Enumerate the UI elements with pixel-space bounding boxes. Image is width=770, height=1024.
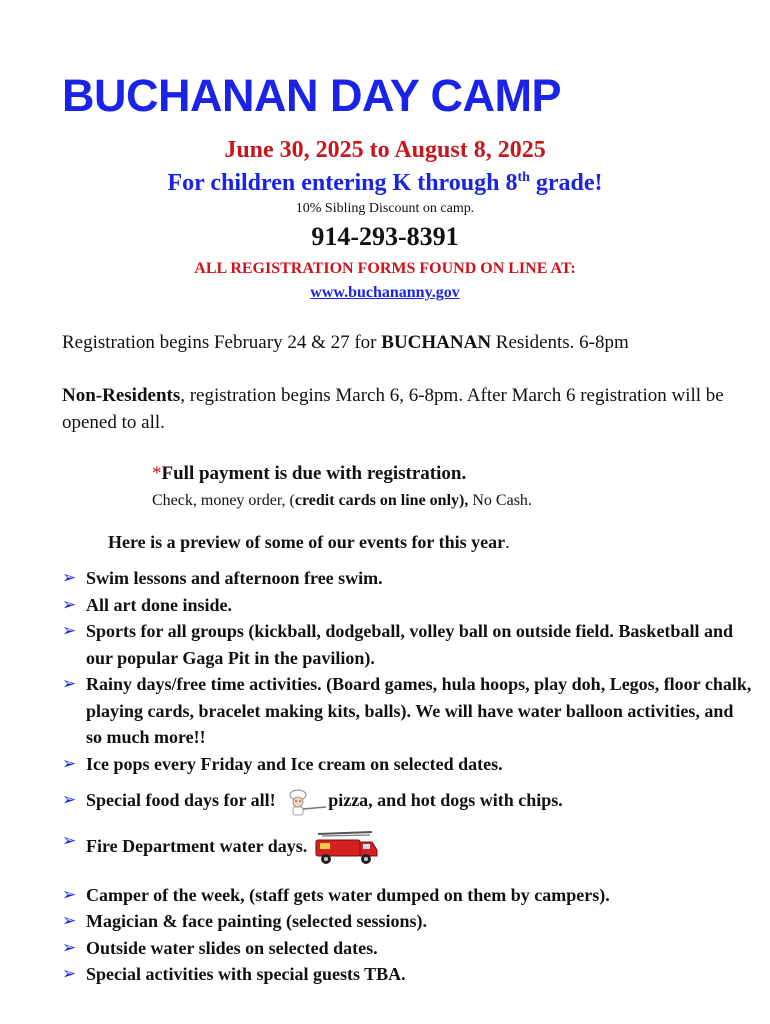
sibling-discount: 10% Sibling Discount on camp. (295, 201, 475, 216)
events-intro-text: Here is a preview of some of our events for this year (108, 532, 506, 552)
arrow-bullet-icon: ➢ (62, 621, 77, 640)
arrow-bullet-icon: ➢ (62, 964, 77, 984)
events-intro-period: . (505, 532, 510, 552)
arrow-bullet-icon: ➢ (62, 790, 77, 809)
list-item (62, 592, 752, 619)
events-list (62, 565, 752, 988)
chef-clipart-icon (280, 788, 328, 816)
events-intro (108, 532, 510, 553)
website-link[interactable]: www.buchananny.gov (310, 284, 460, 301)
event-text: Camper of the week, (staff gets water dumped on them by campers). (86, 884, 610, 905)
list-item (62, 671, 752, 751)
list-item (62, 882, 752, 909)
phone-number: 914-293-8391 (311, 222, 459, 251)
food-event-text: Special food days for all! (86, 790, 281, 810)
list-item (62, 908, 752, 935)
arrow-bullet-icon: ➢ (62, 937, 77, 957)
payment-methods (152, 492, 532, 510)
grade-superscript: th (517, 170, 530, 185)
nonresident-registration (62, 382, 752, 436)
arrow-bullet-icon: ➢ (62, 753, 77, 773)
fire-event-text: Fire Department water days. (86, 836, 312, 856)
nonresident-label: Non-Residents (62, 385, 181, 406)
event-text: Sports for all groups (kickball, dodgeball, volley ball on outside field. Basketball and our popular Gaga Pit in the pavilion). (86, 621, 733, 668)
grade-range-suffix: grade! (529, 170, 603, 196)
list-item (62, 787, 752, 816)
payment-notice (152, 463, 466, 485)
asterisk: * (152, 463, 162, 484)
arrow-bullet-icon: ➢ (62, 674, 77, 693)
payment-text: Full payment is due with registration. (161, 463, 467, 484)
event-text: Magician & face painting (selected sessions). (86, 911, 427, 932)
event-text: Special activities with special guests TBA. (86, 964, 406, 985)
list-item (62, 565, 752, 592)
resident-registration-text: Registration begins February 24 & 27 for (62, 332, 382, 353)
list-item (62, 935, 752, 962)
website-line (0, 284, 770, 302)
food-event-detail: pizza, and hot dogs with chips. (328, 790, 563, 810)
grade-range-text: For children entering K through 8 (167, 170, 518, 196)
list-item (62, 618, 752, 671)
resident-registration-time: Residents. 6-8pm (491, 332, 629, 353)
arrow-bullet-icon: ➢ (62, 568, 77, 587)
camp-dates: June 30, 2025 to August 8, 2025 (224, 137, 546, 163)
resident-registration (62, 329, 752, 356)
event-text: Ice pops every Friday and Ice cream on selected dates. (86, 753, 503, 774)
event-text: Swim lessons and afternoon free swim. (86, 568, 383, 588)
list-item (62, 828, 752, 868)
no-cash-note: No Cash. (472, 492, 532, 509)
arrow-bullet-icon: ➢ (62, 594, 77, 614)
grade-range (0, 170, 770, 197)
arrow-bullet-icon: ➢ (62, 884, 77, 904)
resident-town: BUCHANAN (381, 332, 492, 353)
nonresident-registration-text: , registration begins March 6, 6-8pm. After March 6 registration will be opened to all. (62, 385, 724, 433)
camp-title: BUCHANAN DAY CAMP (62, 70, 562, 121)
fire-truck-clipart-icon (312, 828, 380, 868)
event-text: All art done inside. (86, 594, 233, 615)
credit-card-note: credit cards on line only), (294, 492, 473, 509)
arrow-bullet-icon: ➢ (62, 911, 77, 931)
arrow-bullet-icon: ➢ (62, 830, 77, 850)
event-text: Outside water slides on selected dates. (86, 937, 378, 958)
event-text: Rainy days/free time activities. (Board games, hula hoops, play doh, Legos, floor chalk, playing cards, bracelet making kits, balls). We will have water balloon activities, and so much more!! (86, 674, 752, 747)
list-item (62, 751, 752, 778)
forms-notice: ALL REGISTRATION FORMS FOUND ON LINE AT: (194, 260, 576, 277)
list-item (62, 961, 752, 988)
payment-methods-text: Check, money order, ( (152, 492, 295, 509)
